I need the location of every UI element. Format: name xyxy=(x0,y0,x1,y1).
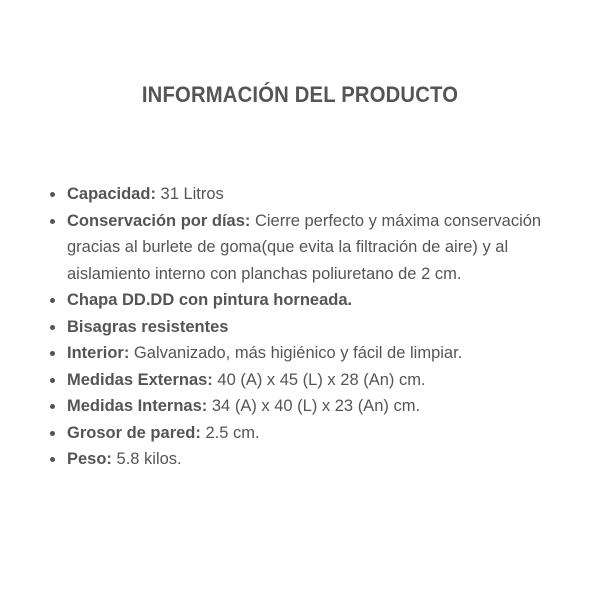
spec-item-sheet-metal xyxy=(47,287,567,314)
spec-value: 2.5 cm. xyxy=(200,423,260,442)
spec-item-external-dimensions xyxy=(47,367,567,394)
spec-label: Medidas Internas: xyxy=(67,397,208,415)
spec-label: Peso: xyxy=(67,450,112,468)
spec-item-weight xyxy=(47,446,567,473)
spec-value: Galvanizado, más higiénico y fácil de limpiar. xyxy=(129,344,463,362)
spec-value: 34 (A) x 40 (L) x 23 (An) cm. xyxy=(207,397,421,415)
spec-label: Conservación por días: xyxy=(67,211,251,230)
spec-value: 31 Litros xyxy=(155,185,224,203)
spec-item-internal-dimensions xyxy=(47,393,567,420)
spec-value: 40 (A) x 45 (L) x 28 (An) cm. xyxy=(212,370,426,389)
spec-item-hinges xyxy=(47,314,567,341)
spec-label: Bisagras resistentes xyxy=(67,317,229,336)
spec-item-interior xyxy=(47,340,567,367)
spec-list xyxy=(47,181,567,473)
spec-label: Grosor de pared: xyxy=(67,423,201,442)
spec-value: 5.8 kilos. xyxy=(111,450,182,468)
spec-label: Interior: xyxy=(67,344,130,362)
page-title: INFORMACIÓN DEL PRODUCTO xyxy=(141,82,459,107)
spec-item-conservation xyxy=(47,208,567,288)
spec-value: Cierre perfecto y máxima conservación gracias al burlete de goma(que evita la filtración de aire) y al aislamiento interno con planchas poliuretano de 2 cm. xyxy=(67,211,542,283)
spec-label: Medidas Externas: xyxy=(67,370,213,389)
spec-item-capacity xyxy=(47,181,567,208)
spec-item-wall-thickness xyxy=(47,420,567,447)
spec-label: Chapa DD.DD con pintura horneada. xyxy=(67,291,353,309)
spec-label: Capacidad: xyxy=(67,185,156,203)
